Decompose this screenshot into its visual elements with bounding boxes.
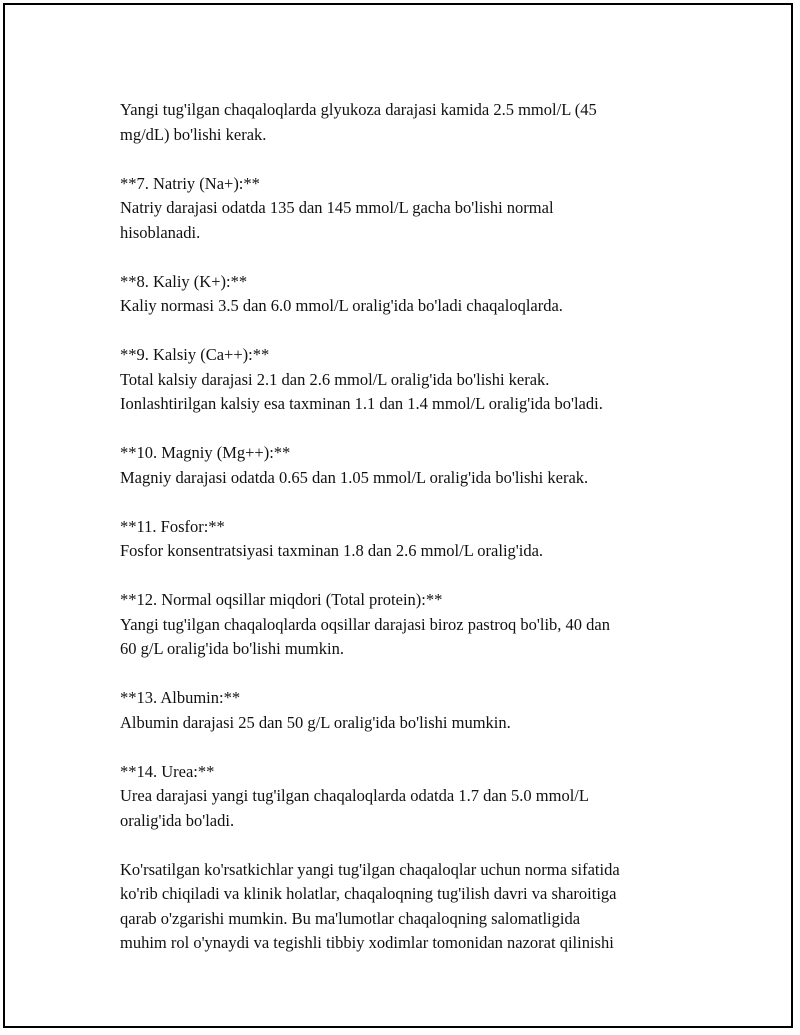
paragraph-urea — [120, 760, 690, 834]
text-line: Yangi tug'ilgan chaqaloqlarda oqsillar darajasi biroz pastroq bo'lib, 40 dan — [120, 614, 610, 634]
text-line: mg/dL) bo'lishi kerak. — [120, 124, 267, 144]
paragraph-total-protein — [120, 588, 690, 662]
paragraph-sodium — [120, 172, 690, 246]
text-line: qarab o'zgarishi mumkin. Bu ma'lumotlar chaqaloqning salomatligida — [120, 908, 581, 928]
section-heading: **10. Magniy (Mg++):** — [120, 443, 291, 462]
text-line: ko'rib chiqiladi va klinik holatlar, chaqaloqning tug'ilish davri va sharoitiga — [120, 884, 617, 903]
text-line: 60 g/L oralig'ida bo'lishi mumkin. — [120, 639, 344, 658]
section-heading: **11. Fosfor:** — [120, 516, 225, 536]
paragraph-phosphorus — [120, 515, 690, 564]
text-line: Kaliy normasi 3.5 dan 6.0 mmol/L oralig'ida bo'ladi chaqaloqlarda. — [120, 296, 563, 315]
section-heading: **7. Natriy (Na+):** — [120, 173, 260, 193]
text-line: oralig'ida bo'ladi. — [120, 810, 235, 830]
text-line: Ionlashtirilgan kalsiy esa taxminan 1.1 dan 1.4 mmol/L oralig'ida bo'ladi. — [120, 394, 603, 413]
paragraph-calcium — [120, 343, 690, 417]
section-heading: **14. Urea:** — [120, 761, 215, 781]
page-frame — [3, 3, 793, 1028]
text-line: Ko'rsatilgan ko'rsatkichlar yangi tug'ilgan chaqaloqlar uchun norma sifatida — [120, 859, 620, 879]
section-heading: **13. Albumin:** — [120, 688, 241, 707]
text-line: Urea darajasi yangi tug'ilgan chaqaloqlarda odatda 1.7 dan 5.0 mmol/L — [120, 786, 589, 805]
paragraph-magnesium — [120, 441, 690, 490]
text-line: Albumin darajasi 25 dan 50 g/L oralig'ida bo'lishi mumkin. — [120, 712, 511, 732]
paragraph-conclusion — [120, 858, 690, 956]
text-line: hisoblanadi. — [120, 222, 201, 242]
text-line: Natriy darajasi odatda 135 dan 145 mmol/L gacha bo'lishi normal — [120, 198, 554, 217]
section-heading: **8. Kaliy (K+):** — [120, 271, 248, 291]
paragraph-potassium — [120, 270, 690, 319]
document-body — [120, 98, 690, 980]
paragraph-glucose — [120, 98, 690, 147]
section-heading: **12. Normal oqsillar miqdori (Total protein):** — [120, 590, 443, 609]
section-heading: **9. Kalsiy (Ca++):** — [120, 345, 270, 364]
text-line: Yangi tug'ilgan chaqaloqlarda glyukoza darajasi kamida 2.5 mmol/L (45 — [120, 100, 597, 119]
text-line: Total kalsiy darajasi 2.1 dan 2.6 mmol/L oralig'ida bo'lishi kerak. — [120, 369, 550, 389]
paragraph-albumin — [120, 686, 690, 735]
text-line: Fosfor konsentratsiyasi taxminan 1.8 dan 2.6 mmol/L oralig'ida. — [120, 541, 544, 560]
text-line: muhim rol o'ynaydi va tegishli tibbiy xodimlar tomonidan nazorat qilinishi — [120, 933, 614, 952]
text-line: Magniy darajasi odatda 0.65 dan 1.05 mmol/L oralig'ida bo'lishi kerak. — [120, 467, 589, 487]
